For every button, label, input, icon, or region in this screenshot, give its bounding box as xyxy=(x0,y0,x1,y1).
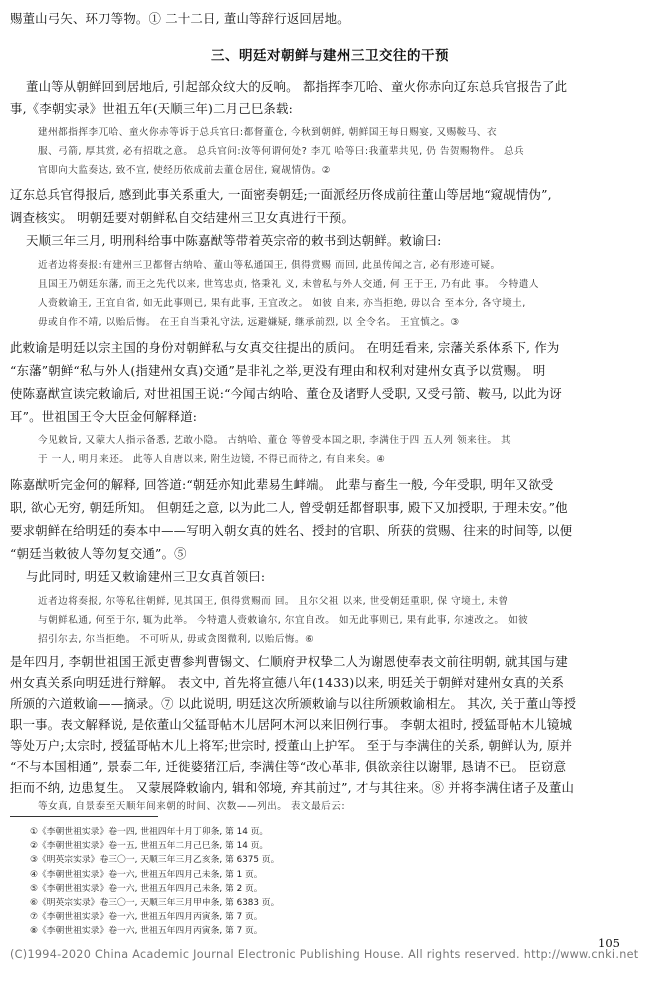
text-line-27: 是年四月, 李朝世祖国王派吏曹参判曹锡文、仁顺府尹权挚二人为谢恩使奉表文前往明朝, 就其国与建 xyxy=(10,654,568,669)
copyright-footer: (C)1994-2020 China Academic Journal Electronic Publishing House. All rights reserved. http://www.cnki.net xyxy=(10,948,639,961)
quote-line-9: 近者边将奏报:有建州三卫都督古纳哈、董山等私通国王, 俱得赏赐 而回, 此虽传闻之言, 必有形迹可疑。 xyxy=(38,260,501,271)
text-line-28: 州女真关系向明廷进行辩解。 表文中, 首先将宣德八年(1433)以来, 明廷关于朝鲜对建州女真的关系 xyxy=(10,675,565,690)
quote-line-12: 毋或自作不靖, 以贻后悔。 在王自当秉礼守法, 远避嫌疑, 继承前烈, 以 全令名。 王宜慎之。③ xyxy=(38,317,460,328)
footnote-8: ⑧《李朝世祖实录》卷一六, 世祖五年四月丙寅条, 第 7 页。 xyxy=(30,926,263,937)
text-line-13: 此敕谕是明廷以宗主国的身份对朝鲜私与女真交往提出的质问。 在明廷看来, 宗藩关系体系下, 作为 xyxy=(10,340,560,355)
footnote-7: ⑦《李朝世祖实录》卷一六, 世祖五年四月丙寅条, 第 7 页。 xyxy=(30,912,263,923)
text-line-0: 赐董山弓矢、环刀等物。① 二十二日, 董山等辞行返回居地。 xyxy=(10,11,350,26)
text-line-8: 天顺三年三月, 明刑科给事中陈嘉猷等带着英宗帝的敕书到达朝鲜。敕谕曰: xyxy=(26,233,442,248)
text-line-30: 职一事。表文解释说, 是依董山父猛哥帖木儿居阿木河以来旧例行事。 李朝太祖时, 授猛哥帖木儿镜城 xyxy=(10,717,573,732)
quote-line-24: 近者边将奏报, 尔等私往朝鲜, 见其国王, 俱得赏赐而 回。 且尔父祖 以来, 世受朝廷重职, 保 守境土, 未曾 xyxy=(38,596,509,607)
footnote-5: ⑤《李朝世祖实录》卷一六, 世祖五年四月己未条, 第 2 页。 xyxy=(30,883,263,894)
footnote-2: ②《李朝世祖实录》卷一五, 世祖五年二月己巳条, 第 14 页。 xyxy=(30,841,269,852)
text-line-6: 辽东总兵官得报后, 感到此事关系重大, 一面密奏朝廷;一面派经历佟成前往董山等居地“窥觇情伪”, xyxy=(10,187,552,202)
text-line-22: “朝廷当敕彼人等勿复交通”。⑤ xyxy=(10,546,187,561)
text-line-29: 所颁的六道敕谕——摘录。⑦ 以此说明, 明廷这次所颁敕谕与以往所颁敕谕相左。 其次, 关于董山等授 xyxy=(10,696,577,711)
quote-line-11: 人赍敕谕王, 王宜自省, 如无此事则已, 果有此事, 王宜改之。 如彼 自来, 亦当拒绝, 毋以合 至本分, 各守境土, xyxy=(38,298,526,309)
text-line-19: 陈嘉猷听完金何的解释, 回答道:“朝廷亦知此辈易生衅端。 此辈与畜生一般, 今年受职, 明年又欲受 xyxy=(10,477,554,492)
footnote-6: ⑥《明英宗实录》卷三〇一, 天顺三年三月甲申条, 第 6383 页。 xyxy=(30,898,280,908)
text-line-15: 使陈嘉猷宣读完敕谕后, 对世祖国王说:“今闻古纳哈、董仓及诸野人受职, 又受弓箭、鞍马, 以此为讶 xyxy=(10,386,562,401)
footnote-3: ③《明英宗实录》卷三〇一, 天顺三年三月乙亥条, 第 6375 页。 xyxy=(30,855,280,866)
text-line-23: 与此同时, 明廷又敕谕建州三卫女真首领曰: xyxy=(26,569,266,584)
quote-line-10: 且国王乃朝廷东藩, 而王之先代以来, 世笃忠贞, 恪秉礼 义, 未曾私与外人交通, 何 王于王, 乃有此 事。 今特遣人 xyxy=(38,279,539,290)
text-line-31: 等处万户;太宗时, 授猛哥帖木儿上将军;世宗时, 授董山上护军。 至于与李满住的关系, 朝鲜认为, 原并 xyxy=(10,738,573,753)
quote-line-17: 今见敕旨, 又蒙大人指示备悉, 艺敢小隐。 古纳哈、董仓 等曾受本国之职, 李满住于四 五人列 领来往。 其 xyxy=(38,435,512,446)
text-line-2: 事,《李朝实录》世祖五年(天顺三年)二月己巳条载: xyxy=(10,101,293,116)
page-number: 105 xyxy=(598,936,620,950)
text-line-21: 要求朝鲜在给明廷的奏本中——写明入朝女真的姓名、授封的官职、所获的赏赐、往来的时间等, 以便 xyxy=(10,523,573,538)
quote-line-34: 等女真, 自景泰至天顺年间来朝的时间、次数——列出。 表文最后云: xyxy=(38,801,346,812)
section-title: 三、明廷对朝鲜与建州三卫交往的干预 xyxy=(211,48,449,64)
footnote-1: ①《李朝世祖实录》卷一四, 世祖四年十月丁卯条, 第 14 页。 xyxy=(30,827,269,837)
footnote-divider xyxy=(10,816,158,817)
text-line-1: 董山等从朝鲜回到居地后, 引起部众纹大的反响。 都指挥李兀哈、童火你赤向辽东总兵官报告了此 xyxy=(26,79,568,94)
quote-line-3: 建州都指挥李兀哈、童火你赤等诉于总兵官曰:都督董仓, 今秋到朝鲜, 朝鲜国王每日赐宴, 又赐鞍马、衣 xyxy=(38,127,498,138)
quote-line-4: 服、弓箭, 厚其赏, 必有招耽之意。 总兵官问:汝等何谓何处? 李兀 哈等曰:我董辈共见, 仍 告贺赐物件。 总兵 xyxy=(38,146,525,157)
quote-line-25: 与朝鲜私通, 何至于尔, 辄为此举。 今特遣人赍敕谕尔, 尔宜自改。 如无此事则已, 果有此事, 尔速改之。 如彼 xyxy=(38,615,529,626)
footnote-4: ④《李朝世祖实录》卷一六, 世祖五年四月己未条, 第 1 页。 xyxy=(30,869,263,880)
quote-line-5: 官即向大监奏达, 致不宣, 使经历依成前去董仓居住, 窥觇情伪。② xyxy=(38,165,331,176)
quote-line-18: 于 一人, 明月来还。 此等人自唐以来, 附生边镜, 不得已而待之, 有自来矣。④ xyxy=(38,454,386,465)
text-line-32: “不与本国相通”, 景泰二年, 迁徙婆猪江后, 李满住等“改心革非, 俱欲亲往以谢罪, 恳请不已。 臣窃意 xyxy=(10,759,567,774)
text-line-33: 拒而不纳, 边患复生。 又蒙展降敕谕内, 辑和邻境, 弃其前过”, 才与其往来。⑧ 并将李满住诸子及董山 xyxy=(10,780,575,795)
text-line-14: “东藩”朝鲜“私与外人(指建州女真)交通”是非礼之举,更没有理由和权利对建州女真予以赏赐。 明 xyxy=(10,363,546,378)
text-line-20: 职, 欲心无穷, 朝廷所知。 但朝廷之意, 以为此二人, 曾受朝廷都督职事, 殿下又加授职, 于理未安。”他 xyxy=(10,500,568,515)
quote-line-26: 招引尔去, 尔当拒绝。 不可听从, 毋或贪图微利, 以贻后悔。⑥ xyxy=(38,634,315,645)
text-line-16: 耳”。世祖国王令大臣金何解释道: xyxy=(10,409,198,424)
text-line-7: 调查核实。 明朝廷要对朝鲜私自交结建州三卫女真进行干预。 xyxy=(10,210,355,225)
